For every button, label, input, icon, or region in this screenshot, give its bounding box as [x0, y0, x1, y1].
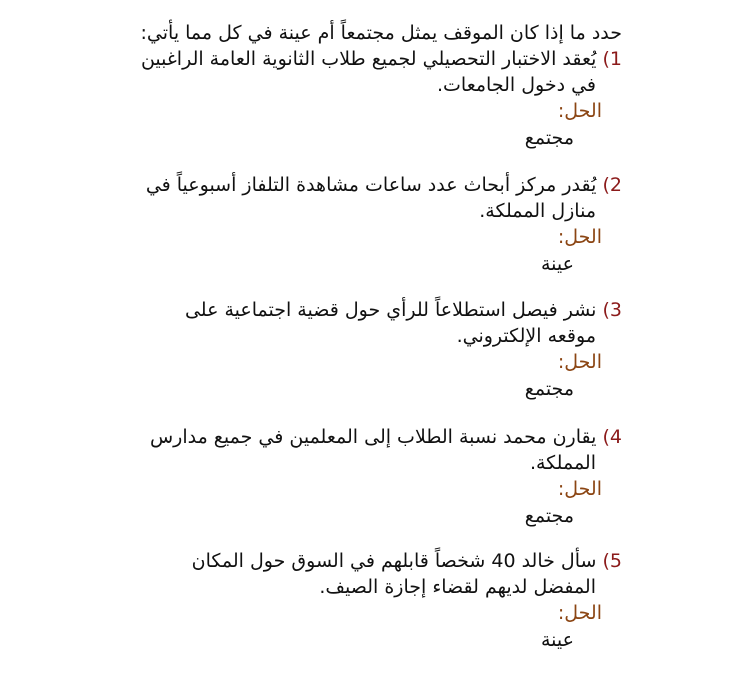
question-3-number: 3): [602, 299, 622, 321]
question-5-line-1: [82, 548, 622, 574]
question-2-line-1-text: يُقدر مركز أبحاث عدد ساعات مشاهدة التلفاز أسبوعياً في: [145, 174, 597, 196]
question-1-answer: مجتمع: [524, 127, 574, 149]
question-4-line-1: [82, 424, 622, 450]
solution-label: الحل:: [557, 351, 602, 373]
question-5-number: 5): [602, 550, 622, 572]
question-5-line-2: المفضل لديهم لقضاء إجازة الصيف.: [319, 576, 596, 598]
question-1: [82, 46, 622, 151]
question-5: [82, 548, 622, 653]
question-3-line-1: [82, 297, 622, 323]
question-2: [82, 172, 622, 277]
question-4-answer: مجتمع: [524, 505, 574, 527]
question-1-line-2: في دخول الجامعات.: [436, 74, 596, 96]
question-2-text: [82, 172, 622, 224]
question-2-answer: عينة: [541, 253, 574, 275]
question-3: [82, 297, 622, 402]
question-3-line-2: موقعه الإلكتروني.: [456, 325, 596, 347]
question-4-number: 4): [602, 426, 622, 448]
question-3-line-1-text: نشر فيصل استطلاعاً للرأي حول قضية اجتماعية على: [184, 299, 597, 321]
question-4-line-1-text: يقارن محمد نسبة الطلاب إلى المعلمين في جميع مدارس: [149, 426, 597, 448]
solution-label: الحل:: [557, 100, 602, 122]
question-5-line-1-text: سأل خالد 40 شخصاً قابلهم في السوق حول المكان: [191, 550, 597, 572]
question-2-line-2: منازل المملكة.: [479, 200, 596, 222]
question-1-number: 1): [602, 48, 622, 70]
question-5-text: [82, 548, 622, 600]
instructions-text: حدد ما إذا كان الموقف يمثل مجتمعاً أم عينة في كل مما يأتي:: [140, 22, 622, 44]
question-3-text: [82, 297, 622, 349]
question-4-line-2: المملكة.: [529, 452, 596, 474]
solution-label: الحل:: [557, 478, 602, 500]
question-1-text: [82, 46, 622, 98]
question-1-line-1: [82, 46, 622, 72]
question-3-answer: مجتمع: [524, 378, 574, 400]
question-4: [82, 424, 622, 529]
question-2-line-1: [82, 172, 622, 198]
question-2-number: 2): [602, 174, 622, 196]
question-1-line-1-text: يُعقد الاختبار التحصيلي لجميع طلاب الثانوية العامة الراغبين: [140, 48, 597, 70]
question-5-answer: عينة: [541, 629, 574, 651]
question-4-text: [82, 424, 622, 476]
solution-label: الحل:: [557, 602, 602, 624]
solution-label: الحل:: [557, 226, 602, 248]
